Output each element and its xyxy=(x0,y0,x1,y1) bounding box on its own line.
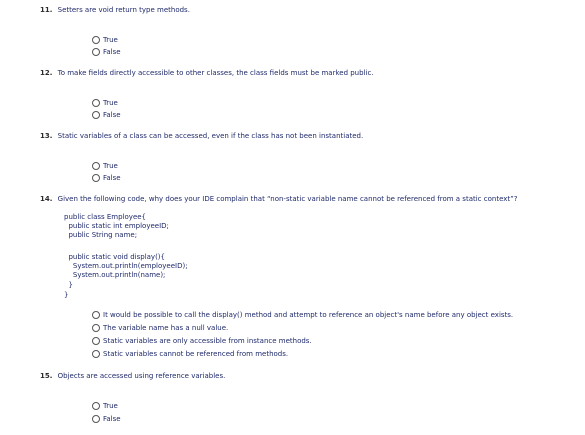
option-label: The variable name has a null value. xyxy=(103,324,229,332)
question-number: 13. xyxy=(40,132,53,140)
radio-button-icon[interactable] xyxy=(92,337,100,345)
radio-button-icon[interactable] xyxy=(92,162,100,170)
option-label: False xyxy=(103,415,121,423)
q15-option-true[interactable] xyxy=(92,402,118,410)
question-number: 14. xyxy=(40,195,53,203)
radio-button-icon[interactable] xyxy=(92,311,100,319)
question-15 xyxy=(40,372,225,380)
option-label: True xyxy=(103,99,118,107)
q11-option-true[interactable] xyxy=(92,36,118,44)
code-line: System.out.println(name); xyxy=(64,271,166,279)
q12-option-false[interactable] xyxy=(92,111,121,119)
question-text: Objects are accessed using reference variables. xyxy=(57,372,226,380)
option-label: False xyxy=(103,111,121,119)
q14-option-c[interactable] xyxy=(92,337,312,345)
option-label: False xyxy=(103,48,121,56)
option-label: True xyxy=(103,162,118,170)
q14-option-d[interactable] xyxy=(92,350,288,358)
question-11 xyxy=(40,6,190,14)
q14-option-a[interactable] xyxy=(92,311,513,319)
question-number: 11. xyxy=(40,6,53,14)
code-line: public class Employee{ xyxy=(64,213,147,221)
question-number: 12. xyxy=(40,69,53,77)
radio-button-icon[interactable] xyxy=(92,36,100,44)
radio-button-icon[interactable] xyxy=(92,99,100,107)
radio-button-icon[interactable] xyxy=(92,415,100,423)
code-line: public String name; xyxy=(64,231,138,239)
q14-option-b[interactable] xyxy=(92,324,228,332)
radio-button-icon[interactable] xyxy=(92,48,100,56)
radio-button-icon[interactable] xyxy=(92,402,100,410)
option-label: False xyxy=(103,174,121,182)
radio-button-icon[interactable] xyxy=(92,111,100,119)
radio-button-icon[interactable] xyxy=(92,324,100,332)
code-line: } xyxy=(64,281,73,289)
q11-option-false[interactable] xyxy=(92,48,121,56)
option-label: Static variables cannot be referenced from methods. xyxy=(103,350,289,358)
radio-button-icon[interactable] xyxy=(92,350,100,358)
question-text: Given the following code, why does your IDE complain that “non-static variable name cannot be referenced from a static context”? xyxy=(57,195,518,203)
question-text: To make fields directly accessible to other classes, the class fields must be marked public. xyxy=(57,69,374,77)
code-line: public static int employeeID; xyxy=(64,222,169,230)
question-text: Setters are void return type methods. xyxy=(57,6,190,14)
code-line: public static void display(){ xyxy=(64,253,165,261)
code-line: System.out.println(employeeID); xyxy=(64,262,188,270)
q15-option-false[interactable] xyxy=(92,415,121,423)
q12-option-true[interactable] xyxy=(92,99,118,107)
question-12 xyxy=(40,69,374,77)
option-label: True xyxy=(103,36,118,44)
option-label: Static variables are only accessible from instance methods. xyxy=(103,337,312,345)
question-14 xyxy=(40,195,517,203)
q13-option-true[interactable] xyxy=(92,162,118,170)
option-label: True xyxy=(103,402,118,410)
radio-button-icon[interactable] xyxy=(92,174,100,182)
question-number: 15. xyxy=(40,372,53,380)
question-13 xyxy=(40,132,363,140)
option-label: It would be possible to call the display() method and attempt to reference an object's name before any object exists. xyxy=(103,311,514,319)
question-text: Static variables of a class can be accessed, even if the class has not been instantiated. xyxy=(57,132,364,140)
code-line: } xyxy=(64,291,69,299)
q13-option-false[interactable] xyxy=(92,174,121,182)
